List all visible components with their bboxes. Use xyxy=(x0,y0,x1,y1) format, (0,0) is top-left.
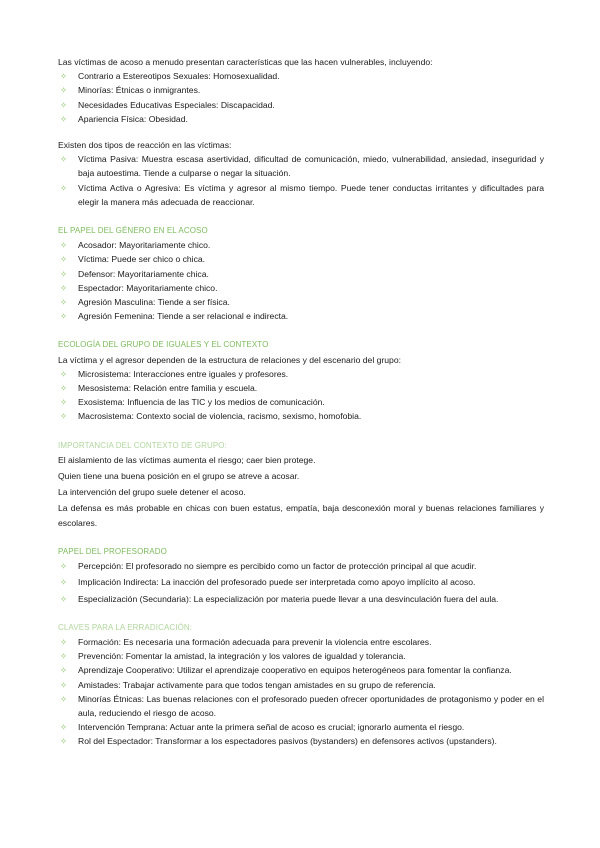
intro-text: Las víctimas de acoso a menudo presentan características que las hacen vulnerables, incluyendo: xyxy=(58,57,433,67)
gender-section-title: EL PAPEL DEL GÉNERO EN EL ACOSO xyxy=(58,226,208,236)
diamond-bullet-icon: ✧ xyxy=(60,665,68,676)
diamond-bullet-icon: ✧ xyxy=(60,297,68,308)
list-item: ✧ Especialización (Secundaria): La especialización por materia puede llevar a una desvinculación fuera del aula. xyxy=(58,592,544,606)
list-item: ✧ Intervención Temprana: Actuar ante la primera señal de acoso es crucial; ignorarlo aumenta el riesgo. xyxy=(58,720,544,734)
list-item: ✧ Amistades: Trabajar activamente para que todos tengan amistades en su grupo de referencia. xyxy=(58,678,544,692)
reactions-text: Existen dos tipos de reacción en las víctimas: xyxy=(58,140,232,151)
list-item: ✧ Defensor: Mayoritariamente chica. xyxy=(58,267,544,281)
list-item: ✧ Agresión Masculina: Tiende a ser física. xyxy=(58,295,544,309)
diamond-bullet-icon: ✧ xyxy=(60,593,68,604)
diamond-bullet-icon: ✧ xyxy=(60,85,68,96)
diamond-bullet-icon: ✧ xyxy=(60,368,68,379)
diamond-bullet-icon: ✧ xyxy=(60,311,68,322)
importance-line: Quien tiene una buena posición en el grupo se atreve a acosar. xyxy=(58,471,300,482)
importance-line: El aislamiento de las víctimas aumenta el riesgo; caer bien protege. xyxy=(58,454,316,465)
diamond-bullet-icon: ✧ xyxy=(60,736,68,747)
list-item: ✧ Víctima Activa o Agresiva: Es víctima y agresor al mismo tiempo. Puede tener conductas irritantes y dificultades para elegir la manera más adecuada de reaccionar. xyxy=(60,182,544,207)
teacher-section-title: PAPEL DEL PROFESORADO xyxy=(58,546,167,556)
list-item: ✧ Espectador: Mayoritariamente chico. xyxy=(58,281,544,295)
list-item: ✧ Exosistema: Influencia de las TIC y los medios de comunicación. xyxy=(58,395,544,409)
diamond-bullet-icon: ✧ xyxy=(60,411,68,422)
diamond-bullet-icon: ✧ xyxy=(60,99,68,110)
list-item: ✧ Percepción: El profesorado no siempre es percibido como un factor de protección principal al que acudir. xyxy=(58,559,544,573)
list-item: ✧ Microsistema: Interacciones entre iguales y profesores. xyxy=(58,367,544,381)
diamond-bullet-icon: ✧ xyxy=(60,561,68,572)
diamond-bullet-icon: ✧ xyxy=(60,282,68,293)
list-item: ✧ Formación: Es necesaria una formación adecuada para prevenir la violencia entre escolares. xyxy=(58,635,544,649)
importance-section-title: IMPORTANCIA DEL CONTEXTO DE GRUPO: xyxy=(58,440,227,450)
list-item: ✧ Acosador: Mayoritariamente chico. xyxy=(58,238,544,252)
diamond-bullet-icon: ✧ xyxy=(60,651,68,662)
diamond-bullet-icon: ✧ xyxy=(60,71,68,82)
diamond-bullet-icon: ✧ xyxy=(60,268,68,279)
document-page xyxy=(58,55,544,749)
list-item: ✧ Contrario a Estereotipos Sexuales: Homosexualidad. xyxy=(58,69,544,83)
list-item: ✧ Rol del Espectador: Transformar a los espectadores pasivos (bystanders) en defensores activos (upstanders). xyxy=(58,734,544,748)
importance-line: La intervención del grupo suele detener el acoso. xyxy=(58,487,246,498)
list-item: ✧ Víctima: Puede ser chico o chica. xyxy=(58,252,544,266)
list-item: ✧ Aprendizaje Cooperativo: Utilizar el aprendizaje cooperativo en equipos heterogéneos para fomentar la confianza. xyxy=(58,663,544,677)
list-item: ✧ Mesosistema: Relación entre familia y escuela. xyxy=(58,381,544,395)
diamond-bullet-icon: ✧ xyxy=(60,722,68,733)
importance-line: La defensa es más probable en chicas con buen estatus, empatía, baja desconexión moral y buenas relaciones familiares y escolares. xyxy=(58,503,544,528)
keys-list xyxy=(58,635,544,749)
vulnerability-list xyxy=(58,69,544,126)
list-item: ✧ Implicación Indirecta: La inacción del profesorado puede ser interpretada como apoyo implícito al acoso. xyxy=(58,575,544,589)
list-item: ✧ Macrosistema: Contexto social de violencia, racismo, sexismo, homofobia. xyxy=(58,409,544,423)
diamond-bullet-icon: ✧ xyxy=(60,679,68,690)
diamond-bullet-icon: ✧ xyxy=(60,383,68,394)
diamond-bullet-icon: ✧ xyxy=(60,693,68,704)
reactions-list xyxy=(58,152,544,209)
teacher-list xyxy=(58,559,544,606)
list-item: ✧ Víctima Pasiva: Muestra escasa asertividad, dificultad de comunicación, miedo, vulnerabilidad, ansiedad, inseguridad y baja autoestima. Tiende a culparse o negar la situación. xyxy=(60,154,544,179)
diamond-bullet-icon: ✧ xyxy=(60,154,68,165)
list-item: ✧ Prevención: Fomentar la amistad, la integración y los valores de igualdad y tolerancia. xyxy=(58,649,544,663)
diamond-bullet-icon: ✧ xyxy=(60,397,68,408)
diamond-bullet-icon: ✧ xyxy=(60,182,68,193)
list-item: ✧ Necesidades Educativas Especiales: Discapacidad. xyxy=(58,98,544,112)
ecology-list xyxy=(58,367,544,424)
diamond-bullet-icon: ✧ xyxy=(60,240,68,251)
list-item: ✧ Agresión Femenina: Tiende a ser relacional e indirecta. xyxy=(58,309,544,323)
gender-list xyxy=(58,238,544,323)
keys-section-title: CLAVES PARA LA ERRADICACIÓN: xyxy=(58,622,193,632)
ecology-section-title: ECOLOGÍA DEL GRUPO DE IGUALES Y EL CONTEXTO xyxy=(58,340,269,350)
diamond-bullet-icon: ✧ xyxy=(60,254,68,265)
list-item: ✧ Minorías Étnicas: Las buenas relaciones con el profesorado pueden ofrecer oportunidades de protagonismo y poder en el aula, reduciendo el riesgo de acoso. xyxy=(60,693,544,718)
list-item: ✧ Minorías: Étnicas o inmigrantes. xyxy=(58,83,544,97)
ecology-text: La víctima y el agresor dependen de la estructura de relaciones y del escenario del grupo: xyxy=(58,354,401,365)
diamond-bullet-icon: ✧ xyxy=(60,636,68,647)
list-item: ✧ Apariencia Física: Obesidad. xyxy=(58,112,544,126)
diamond-bullet-icon: ✧ xyxy=(60,113,68,124)
diamond-bullet-icon: ✧ xyxy=(60,577,68,588)
